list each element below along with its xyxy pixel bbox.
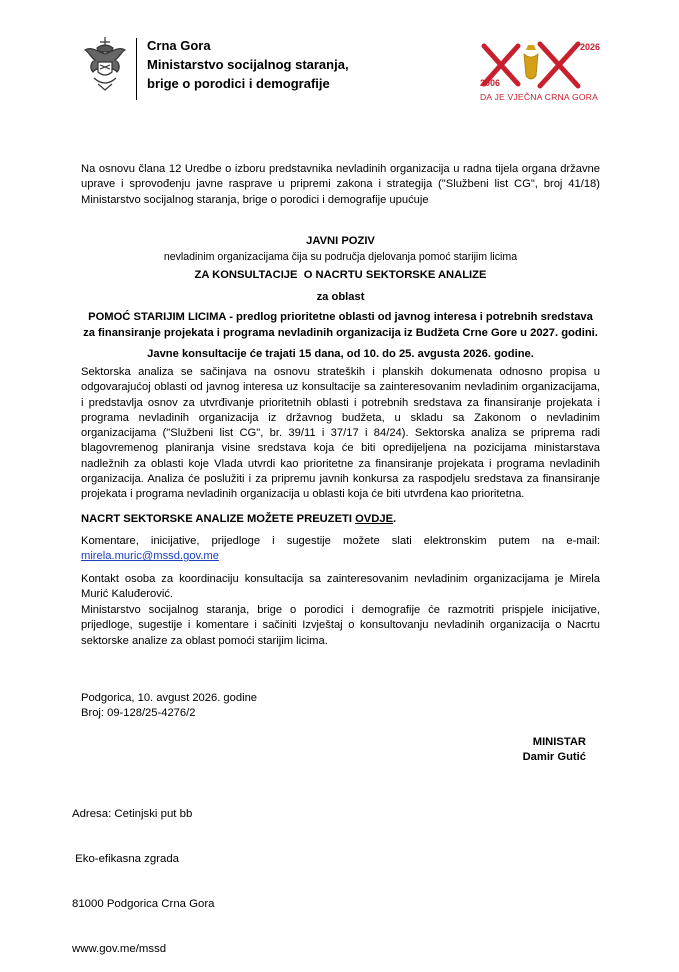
org-ministry-cont: brige o porodici i demografije	[147, 76, 330, 91]
comments-text: Komentare, inicijative, prijedloge i sugestije možete slati elektronskim putem na e-mail:	[81, 535, 600, 547]
coat-of-arms-icon	[80, 34, 130, 94]
header-divider	[136, 38, 137, 100]
address-line-3: 81000 Podgorica Crna Gora	[72, 898, 215, 910]
call-area-label: za oblast	[316, 291, 365, 303]
email-link[interactable]: mirela.muric@mssd.gov.me	[81, 550, 219, 563]
place-date-block	[81, 691, 257, 722]
body-paragraph: Sektorska analiza se sačinjava na osnovu strateških i planskih dokumenata odnosno propisa u odgovarajućoj oblasti od javnog interesa uz konsultacije sa zainteresovanim nevladinim organizacijama, i predstavlja osnov za utvrđivanje prioritetnih oblasti i potrebnih sredstava za finansiranje projekata i programa nevladinih organizacija iz državnog budžeta, u skladu sa Zakonom o nevladinim organizacijama ("Službeni list CG", br. 39/11 i 37/17 i 84/24). Sektorska analiza se priprema radi blagovremenog planiranja visine sredstava koja će biti opredijeljena na pozicijama ministarstava nadležnih za oblasti koje Vlada utvrdi kao prioritetne za finansiranje projekata i programa nevladinih organizacija. Analiza će poslužiti i za pripremu javnih konkursa za raspodjelu sredstava za finansiranje projekata i programa nevladinih organizacija u oblasti koja će biti utvrđena kao prioritetna.	[81, 366, 600, 501]
address-line-1: Adresa: Cetinjski put bb	[72, 808, 193, 820]
download-suffix: .	[393, 513, 397, 525]
download-text: NACRT SEKTORSKE ANALIZE MOŽETE PREUZETI	[81, 513, 356, 525]
jubilee-year-end: 2026	[580, 42, 601, 52]
contact-paragraph: Kontakt osoba za koordinaciju konsultacija sa zainteresovanim nevladinim organizacijama je Mirela Murić Kaluđerović.	[81, 573, 600, 601]
signature-name: Damir Gutić	[522, 751, 586, 763]
signature-role: MINISTAR	[532, 736, 586, 748]
intro-paragraph: Na osnovu člana 12 Uredbe o izboru predstavnika nevladinih organizacija u radna tijela organa državne uprave i sprovođenju javne rasprave u pripremi zakona i strategija ("Službeni list CG", broj 41/18) Ministarstvo socijalnog staranja, brige o porodici i demografije upućuje	[81, 163, 600, 206]
jubilee-motto: DA JE VJEČNA CRNA GORA	[480, 92, 599, 102]
org-ministry: Ministarstvo socijalnog staranja,	[147, 57, 349, 72]
download-link[interactable]: OVDJE	[355, 513, 394, 525]
address-block	[72, 777, 214, 972]
download-line	[81, 512, 600, 527]
address-line-2: Eko-efikasna zgrada	[72, 853, 180, 865]
call-subtitle: nevladinim organizacijama čija su područja djelovanja pomoć starijim licima	[163, 251, 518, 263]
signature-block	[500, 735, 586, 765]
jubilee-logo	[478, 40, 603, 105]
org-country: Crna Gora	[147, 38, 211, 53]
call-duration: Javne konsultacije će trajati 15 dana, od 10. do 25. avgusta 2026. godine.	[147, 348, 534, 360]
call-title: JAVNI POZIV	[306, 235, 375, 247]
comments-paragraph	[81, 534, 600, 565]
call-consultation: ZA KONSULTACIJE O NACRTU SEKTORSKE ANALIZE	[194, 269, 487, 281]
jubilee-year-start: 2006	[480, 78, 501, 88]
ministry-header	[147, 36, 349, 93]
address-website[interactable]: www.gov.me/mssd	[72, 943, 167, 955]
document-number: Broj: 09-128/25-4276/2	[81, 707, 196, 720]
call-topic: POMOĆ STARIJIM LICIMA - predlog prioritetne oblasti od javnog interesa i potrebnih sredstava za finansiranje projekata i programa nevladinih organizacija iz Budžeta Crne Gore u 2027. godini.	[83, 311, 598, 339]
place-date: Podgorica, 10. avgust 2026. godine	[81, 692, 258, 704]
closing-paragraph: Ministarstvo socijalnog staranja, brige o porodici i demografije će razmotriti prispjele inicijative, prijedloge, sugestije i komentare i sačiniti Izvještaj o konsultovanju nevladinih organizacija o Nacrtu sektorske analize za oblast pomoći starijim licima.	[81, 604, 600, 647]
